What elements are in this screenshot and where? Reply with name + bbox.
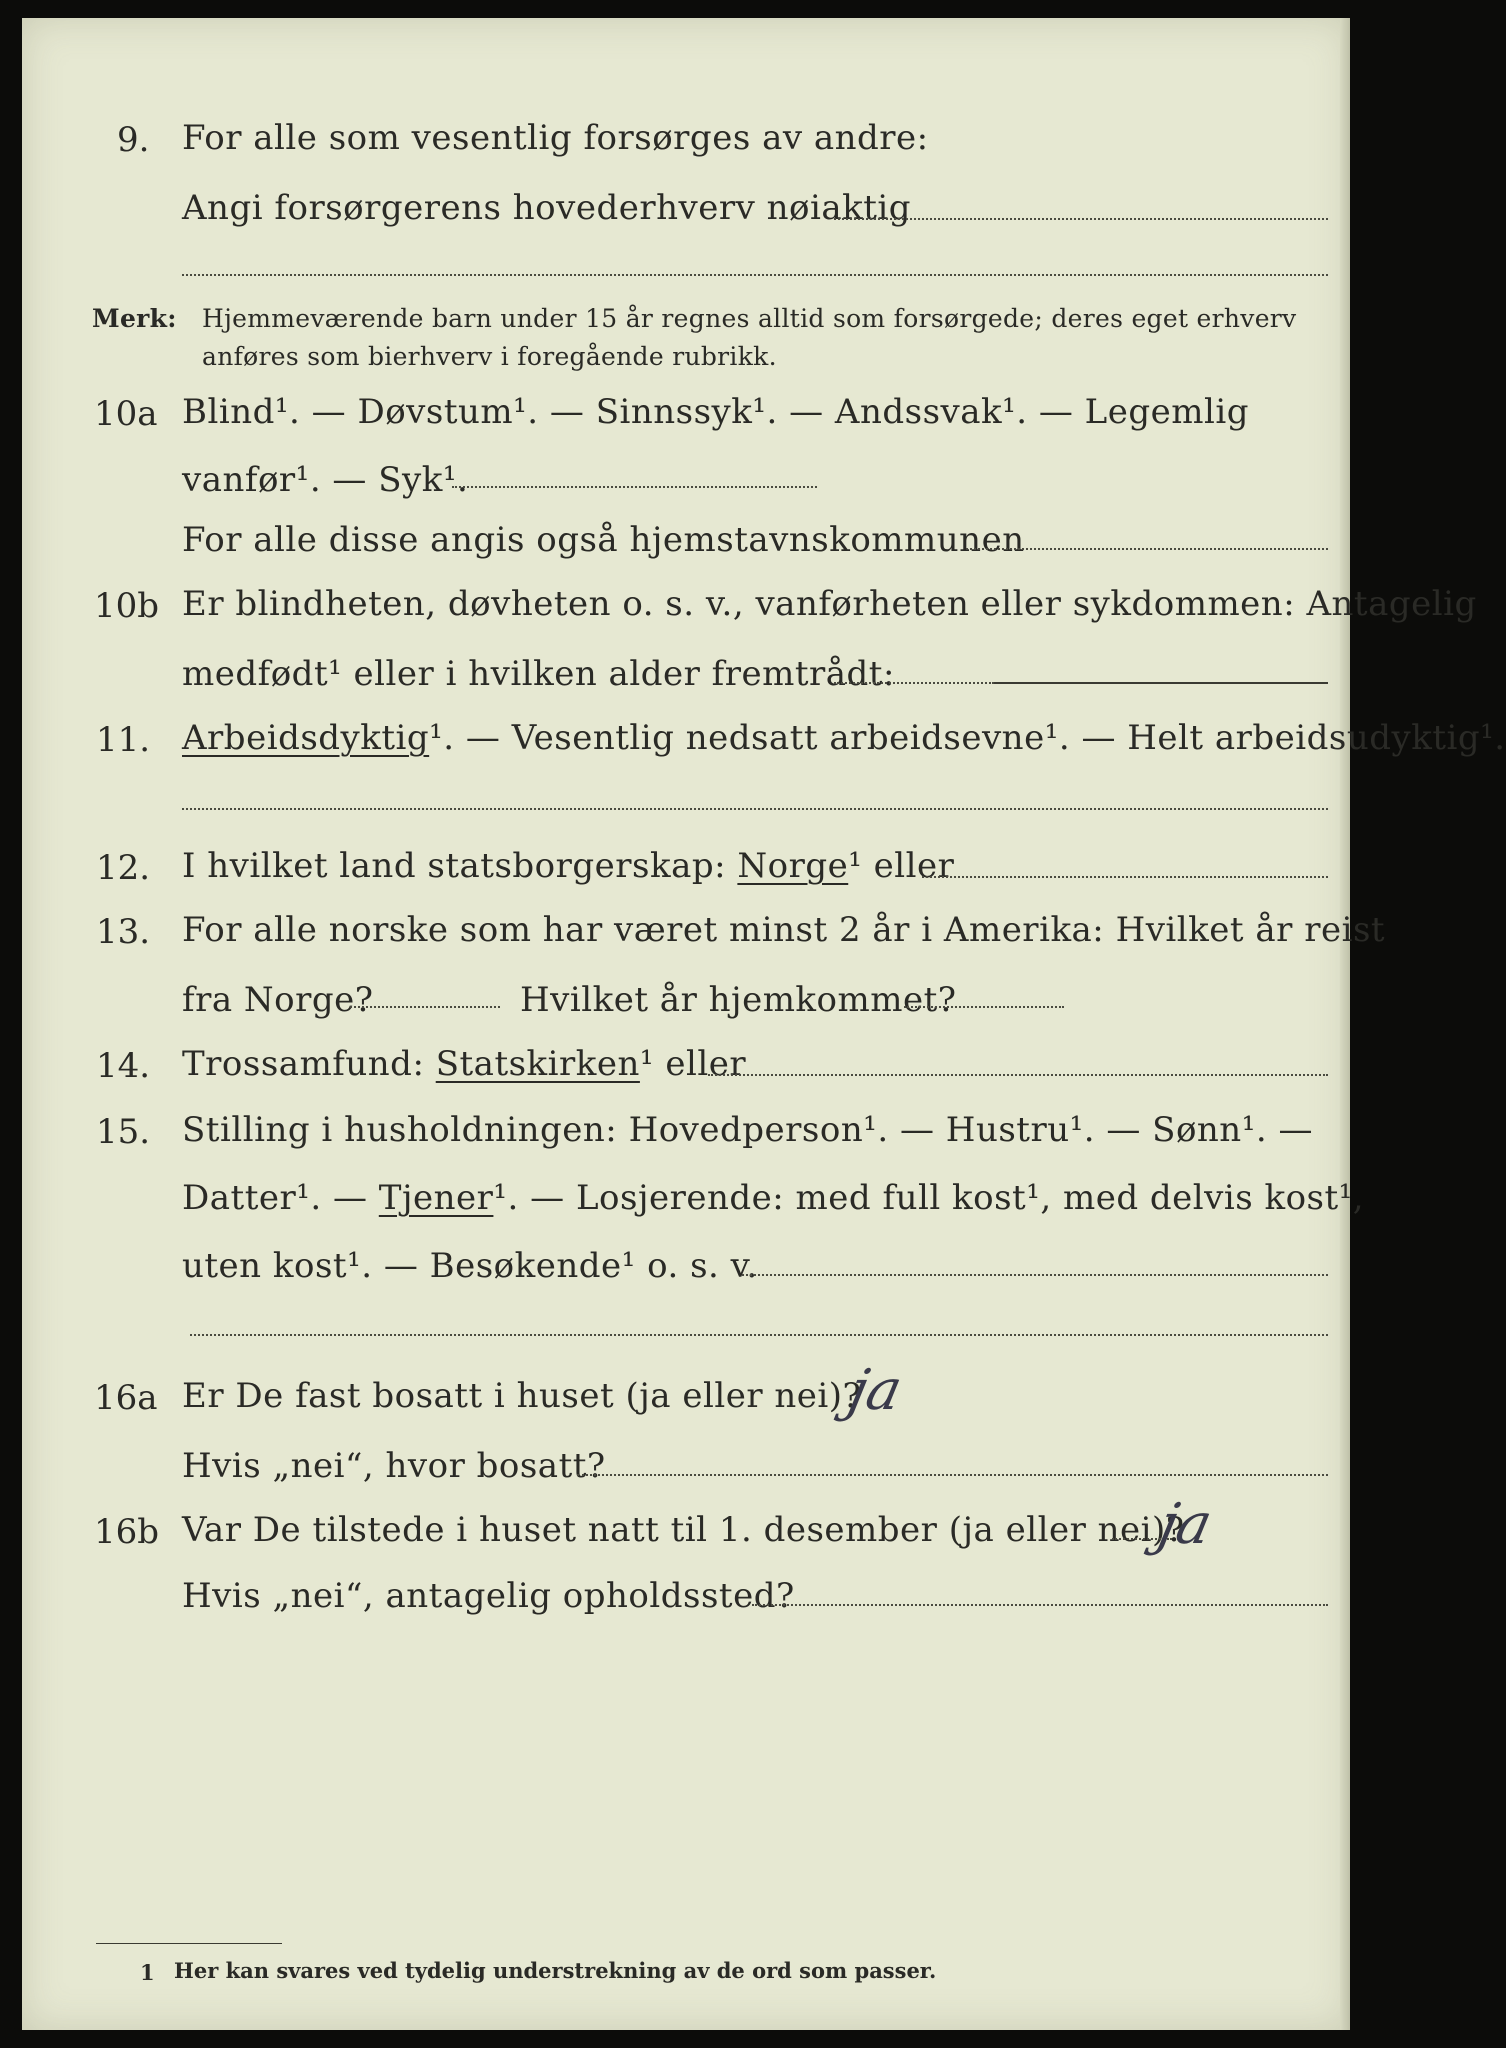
- q16a-number: 16a: [94, 1378, 158, 1418]
- q10a-line3: For alle disse angis også hjemstavnskommunen: [182, 520, 1025, 560]
- q9-occupation-label: Angi forsørgerens hovederhverv nøiaktig: [182, 188, 912, 228]
- q11-underlined-answer: Arbeidsdyktig: [182, 718, 430, 758]
- q15-underlined-answer: Tjener: [378, 1178, 494, 1218]
- q10a-number: 10a: [94, 394, 158, 434]
- q11-line: [182, 718, 1506, 758]
- q12-answer-line[interactable]: [922, 876, 1328, 878]
- q11-answer-line[interactable]: [182, 808, 1328, 810]
- q10b-number: 10b: [94, 586, 160, 626]
- q14-question: Trossamfund:: [182, 1044, 425, 1084]
- q16b-line1: Var De tilstede i huset natt til 1. desember (ja eller nei)?: [182, 1510, 1185, 1550]
- q15-line2: [182, 1178, 1364, 1218]
- q12-question: I hvilket land statsborgerskap:: [182, 846, 727, 886]
- q12-number: 12.: [96, 848, 151, 888]
- q15-line1: Stilling i husholdningen: Hovedperson¹. — Hustru¹. — Sønn¹. —: [182, 1110, 1313, 1150]
- q9-number: 9.: [117, 120, 150, 160]
- q10a-line1: Blind¹. — Døvstum¹. — Sinnssyk¹. — Andssvak¹. — Legemlig: [182, 392, 1249, 432]
- q13-left-label: fra Norge?: [182, 980, 374, 1020]
- merk-note-line2: anføres som bierhverv i foregående rubrikk.: [202, 342, 777, 371]
- q10b-answer-line[interactable]: [834, 682, 994, 684]
- q12-underlined-answer: Norge: [737, 846, 849, 886]
- q13-left-answer-line[interactable]: [350, 1006, 500, 1008]
- q16b-answer-line-2[interactable]: [752, 1604, 1328, 1606]
- q16b-line2: Hvis „nei“, antagelig opholdssted?: [182, 1576, 795, 1616]
- q16b-handwritten-answer[interactable]: ja: [1153, 1492, 1218, 1557]
- q14-answer-line[interactable]: [708, 1074, 1328, 1076]
- q14-underlined-answer: Statskirken: [435, 1044, 640, 1084]
- q14-number: 14.: [96, 1046, 151, 1086]
- q10a-line2: vanfør¹. — Syk¹.: [182, 460, 469, 500]
- footnote-rule: [96, 1943, 282, 1944]
- q13-right-answer-line[interactable]: [904, 1006, 1064, 1008]
- q16a-line2: Hvis „nei“, hvor bosatt?: [182, 1446, 606, 1486]
- q16a-answer-line[interactable]: [577, 1474, 1328, 1476]
- paper-edge: [1340, 18, 1350, 2030]
- q16a-handwritten-answer[interactable]: ja: [843, 1358, 908, 1423]
- q14-after: ¹ eller: [639, 1044, 747, 1084]
- census-form-page: [22, 18, 1506, 2030]
- q15-line2a: Datter¹. —: [182, 1178, 368, 1218]
- q11-rest: ¹. — Vesentlig nedsatt arbeidsevne¹. — Helt arbeidsudyktig¹.: [429, 718, 1506, 758]
- q12-line: [182, 846, 954, 886]
- footnote-text: Her kan svares ved tydelig understrekning av de ord som passer.: [174, 1958, 937, 1983]
- q9-answer-line[interactable]: [834, 218, 1328, 220]
- q16a-line1: Er De fast bosatt i huset (ja eller nei)?: [182, 1376, 862, 1416]
- q10b-line2: medfødt¹ eller i hvilken alder fremtrådt:: [182, 654, 895, 694]
- merk-note-line1: Hjemmeværende barn under 15 år regnes alltid som forsørgede; deres eget erhverv: [202, 304, 1297, 333]
- q14-line: [182, 1044, 746, 1084]
- merk-label: Merk:: [92, 304, 177, 333]
- q10a-answer-line[interactable]: [452, 486, 817, 488]
- q13-number: 13.: [96, 912, 151, 952]
- q16b-number: 16b: [94, 1512, 160, 1552]
- q10b-answer-line-solid[interactable]: [994, 682, 1328, 684]
- q11-number: 11.: [96, 720, 151, 760]
- q13-right-label: Hvilket år hjemkommet?: [520, 980, 957, 1020]
- q10a-municipality-line[interactable]: [966, 548, 1328, 550]
- q9-answer-line-2[interactable]: [182, 274, 1328, 276]
- q15-answer-line[interactable]: [742, 1274, 1328, 1276]
- q15-line3: uten kost¹. — Besøkende¹ o. s. v.: [182, 1246, 758, 1286]
- q15-answer-line-2[interactable]: [190, 1334, 1328, 1336]
- q13-line1: For alle norske som har været minst 2 år i Amerika: Hvilket år reist: [182, 910, 1386, 950]
- q9-question: For alle som vesentlig forsørges av andre:: [182, 118, 929, 158]
- q10b-line1: Er blindheten, døvheten o. s. v., vanførheten eller sykdommen: Antagelig: [182, 584, 1477, 624]
- q15-line2b: ¹. — Losjerende: med full kost¹, med delvis kost¹,: [493, 1178, 1365, 1218]
- q12-after: ¹ eller: [848, 846, 955, 886]
- q15-number: 15.: [96, 1112, 151, 1152]
- footnote-mark: 1: [140, 1960, 155, 1985]
